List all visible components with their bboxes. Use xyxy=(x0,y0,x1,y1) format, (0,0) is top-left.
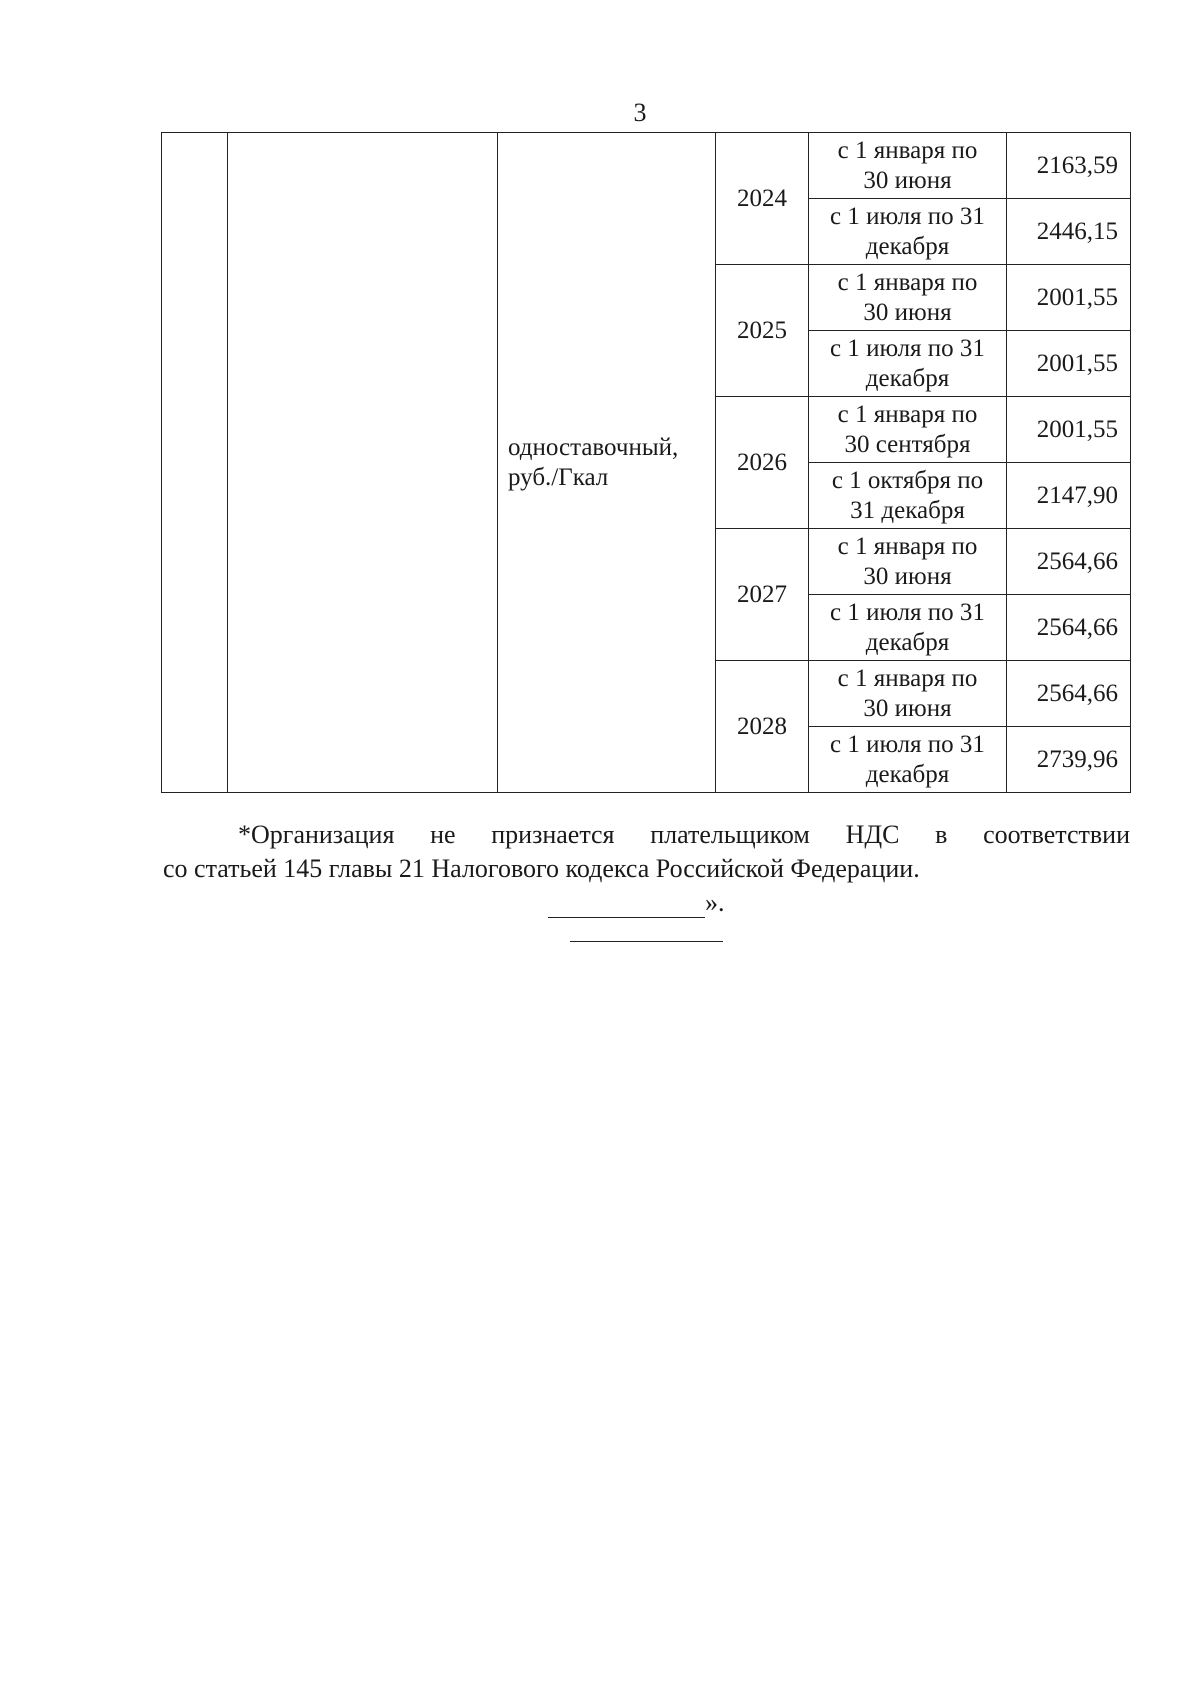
year-cell: 2028 xyxy=(716,661,809,793)
vat-footnote xyxy=(163,818,1130,886)
period-line: 31 декабря xyxy=(850,496,965,524)
period-cell xyxy=(809,727,1007,793)
tariff-value: 2147,90 xyxy=(1007,463,1131,529)
rate-type-line: одноставочный, xyxy=(508,433,679,461)
table-row xyxy=(162,133,1131,199)
year-cell: 2025 xyxy=(716,265,809,397)
period-line: с 1 января по xyxy=(837,136,978,164)
period-cell xyxy=(809,595,1007,661)
period-cell xyxy=(809,265,1007,331)
period-line: декабря xyxy=(865,760,950,788)
period-cell xyxy=(809,331,1007,397)
rate-type-unit: руб./Гкал xyxy=(508,463,609,491)
period-cell xyxy=(809,661,1007,727)
period-line: с 1 января по xyxy=(837,664,978,692)
period-line: 30 сентября xyxy=(844,430,971,458)
period-line: с 1 января по xyxy=(837,400,978,428)
footnote-line: со статьей 145 главы 21 Налогового кодекса Российской Федерации. xyxy=(163,854,920,883)
rate-type-cell xyxy=(498,133,716,793)
tariff-value: 2001,55 xyxy=(1007,331,1131,397)
tariff-value: 2564,66 xyxy=(1007,529,1131,595)
period-cell xyxy=(809,397,1007,463)
year-cell: 2027 xyxy=(716,529,809,661)
year-cell: 2024 xyxy=(716,133,809,265)
tariff-value: 2564,66 xyxy=(1007,661,1131,727)
period-line: с 1 июля по 31 xyxy=(830,598,985,626)
tariff-value: 2564,66 xyxy=(1007,595,1131,661)
period-line: декабря xyxy=(865,364,950,392)
tariff-value: 2001,55 xyxy=(1007,397,1131,463)
footnote-line: *Организация не признается плательщиком НДС в соответствии xyxy=(238,820,1130,849)
period-line: 30 июня xyxy=(863,166,952,194)
period-line: с 1 января по xyxy=(837,532,978,560)
closing-quote: ». xyxy=(705,888,725,917)
period-cell xyxy=(809,463,1007,529)
tariff-value: 2446,15 xyxy=(1007,199,1131,265)
period-line: с 1 июля по 31 xyxy=(830,334,985,362)
tariff-value: 2739,96 xyxy=(1007,727,1131,793)
page-number: 3 xyxy=(633,98,647,127)
period-cell xyxy=(809,199,1007,265)
tariff-table xyxy=(161,132,1131,793)
underline-rule xyxy=(548,893,705,918)
tariff-value: 2001,55 xyxy=(1007,265,1131,331)
end-rule xyxy=(570,941,723,942)
closing-mark xyxy=(548,888,725,918)
period-line: с 1 января по xyxy=(837,268,978,296)
period-line: с 1 октября по xyxy=(831,466,984,494)
period-line: с 1 июля по 31 xyxy=(830,730,985,758)
period-line: с 1 июля по 31 xyxy=(830,202,985,230)
period-line: 30 июня xyxy=(863,562,952,590)
period-line: декабря xyxy=(865,628,950,656)
year-cell: 2026 xyxy=(716,397,809,529)
period-line: декабря xyxy=(865,232,950,260)
period-cell xyxy=(809,529,1007,595)
tariff-value: 2163,59 xyxy=(1007,133,1131,199)
empty-organization-cell xyxy=(228,133,498,793)
period-cell xyxy=(809,133,1007,199)
period-line: 30 июня xyxy=(863,694,952,722)
empty-number-cell xyxy=(162,133,228,793)
period-line: 30 июня xyxy=(863,298,952,326)
